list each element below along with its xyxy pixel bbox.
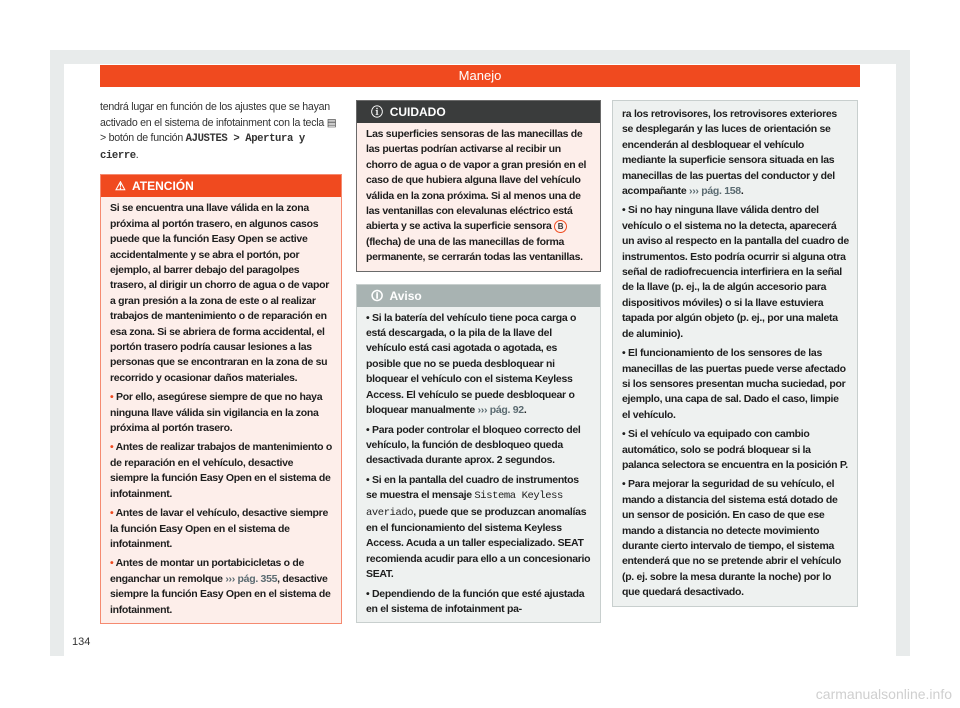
intro-end: .: [135, 148, 139, 161]
bullet-text: El funcionamiento de los sensores de las manecillas de las puertas puede verse afectado si los sensores presentan mucha suciedad, por ejemplo, una capa de sal. Dado el caso, limpie el vehículo.: [622, 347, 846, 421]
caution-text: [366, 127, 592, 266]
page-link[interactable]: ››› pág. 355: [225, 572, 278, 585]
bullet-text: Si la batería del vehículo tiene poca carga o está descargada, o la pila de la llave del vehículo está casi agotada o agotada, es posible que no se pueda desbloquear ni bloquear el vehículo con el sistema Keyless Access. El vehículo se puede desbloquear o bloquear manualmente: [366, 311, 577, 417]
bullet-icon: •: [366, 587, 370, 600]
notice-header: [357, 285, 600, 307]
bullet-icon: •: [622, 428, 626, 441]
bullet-text: Antes de montar un portabicicletas o de enganchar un remolque: [110, 557, 305, 585]
bullet-icon: •: [366, 311, 370, 324]
warning-text: Si se encuentra una llave válida en la zona próxima al portón trasero, en algunos casos puede que la función Easy Open se active accidentalmente y se abra el portón, por ejemplo, al barrer debajo del paragolpes trasero, al dirigir un chorro de agua o de vapor a gran presión a la zona de este o al realizar trabajos de mantenimiento o de reparación en esa zona. Si se abriera de forma accidental, el portón trasero podría causar lesiones a las personas que se encontraran en la zona de su recorrido y ocasionar daños materiales.: [110, 202, 329, 384]
page-number: 134: [72, 636, 91, 648]
bullet-icon: •: [366, 423, 370, 436]
bullet-text: Antes de realizar trabajos de mantenimiento o de reparación en el vehículo, desactive siempre la función Easy Open en el sistema de infotainment.: [110, 441, 333, 500]
marker-b: B: [554, 220, 567, 233]
notice-bullet: [622, 203, 849, 342]
bullet-icon: •: [622, 347, 626, 360]
caution-header: [357, 101, 600, 123]
warning-bullet: [110, 556, 333, 618]
notice-text: [622, 107, 849, 199]
bullet-text: Si no hay ninguna llave válida dentro del vehículo o el sistema no la detecta, aparecerá un aviso al respecto en la pantalla del cuadro de instrumentos. Esto podría ocurrir si alguna otra señal de radiofrecuencia interfiriera en la señal de la llave (p. ej., la de algún accesorio para dispositivos móviles) o si la llave estuviera tapada por algún objeto (p. ej., por una maleta de aluminio).: [622, 204, 849, 340]
warning-header: [101, 175, 341, 197]
bullet-icon: •: [366, 473, 370, 486]
notice-bullet: [622, 346, 849, 423]
caution-title: CUIDADO: [389, 105, 446, 119]
bullet-text: , puede que se produzcan anomalías en el funcionamiento del sistema Keyless Access. Acuda a un taller especializado. SEAT recomienda acudir para ello a un concesionario SEAT.: [366, 505, 591, 581]
left-column: [100, 100, 342, 624]
right-column: [612, 100, 858, 607]
caution-box: [356, 100, 601, 272]
display-message: Sistema Keyless averiado: [366, 490, 563, 519]
page-link[interactable]: ››› pág. 92: [477, 404, 524, 417]
intro-text: tendrá lugar en función de los ajustes que se hayan activado en el sistema de infotainment con la tecla: [100, 101, 330, 129]
watermark: carmanualsonline.info: [815, 686, 952, 702]
bullet-icon: •: [110, 441, 114, 454]
warning-bullet: [110, 506, 333, 552]
notice-bullet: [366, 473, 592, 583]
bullet-icon: •: [622, 204, 626, 217]
bullet-text: Para mejorar la seguridad de su vehículo, el mando a distancia del sistema está dotado de un sensor de posición. En caso de que ese mando a distancia no detecte movimiento durante cierto intervalo de tiempo, el sistema entenderá que no se pretende abrir el vehículo (p. ej. sobre la mesa durante la noche) por lo que quedará desactivado.: [622, 478, 842, 599]
warning-bullet: [110, 440, 333, 502]
caution-circle-icon: ⓘ: [371, 105, 384, 119]
notice-bullet: [366, 587, 592, 618]
notice-bullet: [622, 477, 849, 600]
menu-key-icon: ▤: [326, 116, 337, 129]
bullet-text: Si el vehículo va equipado con cambio automático, solo se podrá bloquear si la palanca selectora se encuentra en la posición P.: [622, 428, 848, 471]
middle-column: [356, 100, 601, 623]
warning-triangle-icon: ⚠: [115, 179, 126, 194]
notice-box-continued: [612, 100, 858, 607]
notice-text-a: ra los retrovisores, los retrovisores exteriores se desplegarán y las luces de orientación se encenderán al desbloquear el vehículo mediante la superficie sensora situada en las manecillas de las puertas del conductor y del acompañante: [622, 108, 837, 198]
bullet-text: Dependiendo de la función que esté ajustada en el sistema de infotainment pa-: [366, 587, 585, 615]
bullet-text: .: [523, 404, 527, 417]
bullet-icon: •: [110, 507, 114, 520]
notice-box: [356, 284, 601, 624]
caution-text-b: (flecha) de una de las manecillas de forma permanente, se cerrarán todas las ventanillas.: [366, 235, 583, 264]
bullet-icon: •: [622, 478, 626, 491]
bullet-text: Antes de lavar el vehículo, desactive siempre la función Easy Open en el sistema de infotainment.: [110, 507, 328, 550]
intro-text-mid: > botón de función: [100, 132, 186, 145]
notice-text-b: .: [740, 185, 744, 198]
notice-bullet: [366, 423, 592, 469]
warning-title: ATENCIÓN: [132, 179, 194, 194]
bullet-text: Si en la pantalla del cuadro de instrumentos se muestra el mensaje: [366, 473, 579, 502]
warning-box: [100, 174, 342, 624]
bullet-icon: •: [110, 557, 114, 570]
caution-text-a: Las superficies sensoras de las manecillas de las puertas podrían activarse al recibir un chorro de agua o de vapor a gran presión en el caso de que hubiera alguna llave del vehículo válida en la zona próxima. Si al menos una de las ventanillas con elevalunas eléctrico está abierta y se activa la superficie sensora: [366, 128, 587, 233]
warning-bullet: [110, 390, 333, 436]
page-link[interactable]: ››› pág. 158: [689, 185, 741, 198]
bullet-text: Por ello, asegúrese siempre de que no haya ninguna llave válida sin vigilancia en la zona próxima al portón trasero.: [110, 391, 323, 435]
notice-bullet: [622, 427, 849, 473]
notice-title: Aviso: [389, 288, 422, 303]
menu-path: AJUSTES > Apertura y cierre: [100, 133, 305, 162]
section-header: Manejo: [100, 65, 860, 87]
bullet-text: , desactive siempre la función Easy Open en el sistema de infotainment.: [110, 572, 331, 616]
bullet-text: Para poder controlar el bloqueo correcto del vehículo, la función de desbloqueo queda desactivada durante aprox. 2 segundos.: [366, 423, 581, 467]
bullet-icon: •: [110, 391, 114, 404]
info-icon: 🛈: [371, 288, 384, 303]
notice-bullet: [366, 311, 592, 419]
intro-paragraph: [100, 100, 342, 164]
